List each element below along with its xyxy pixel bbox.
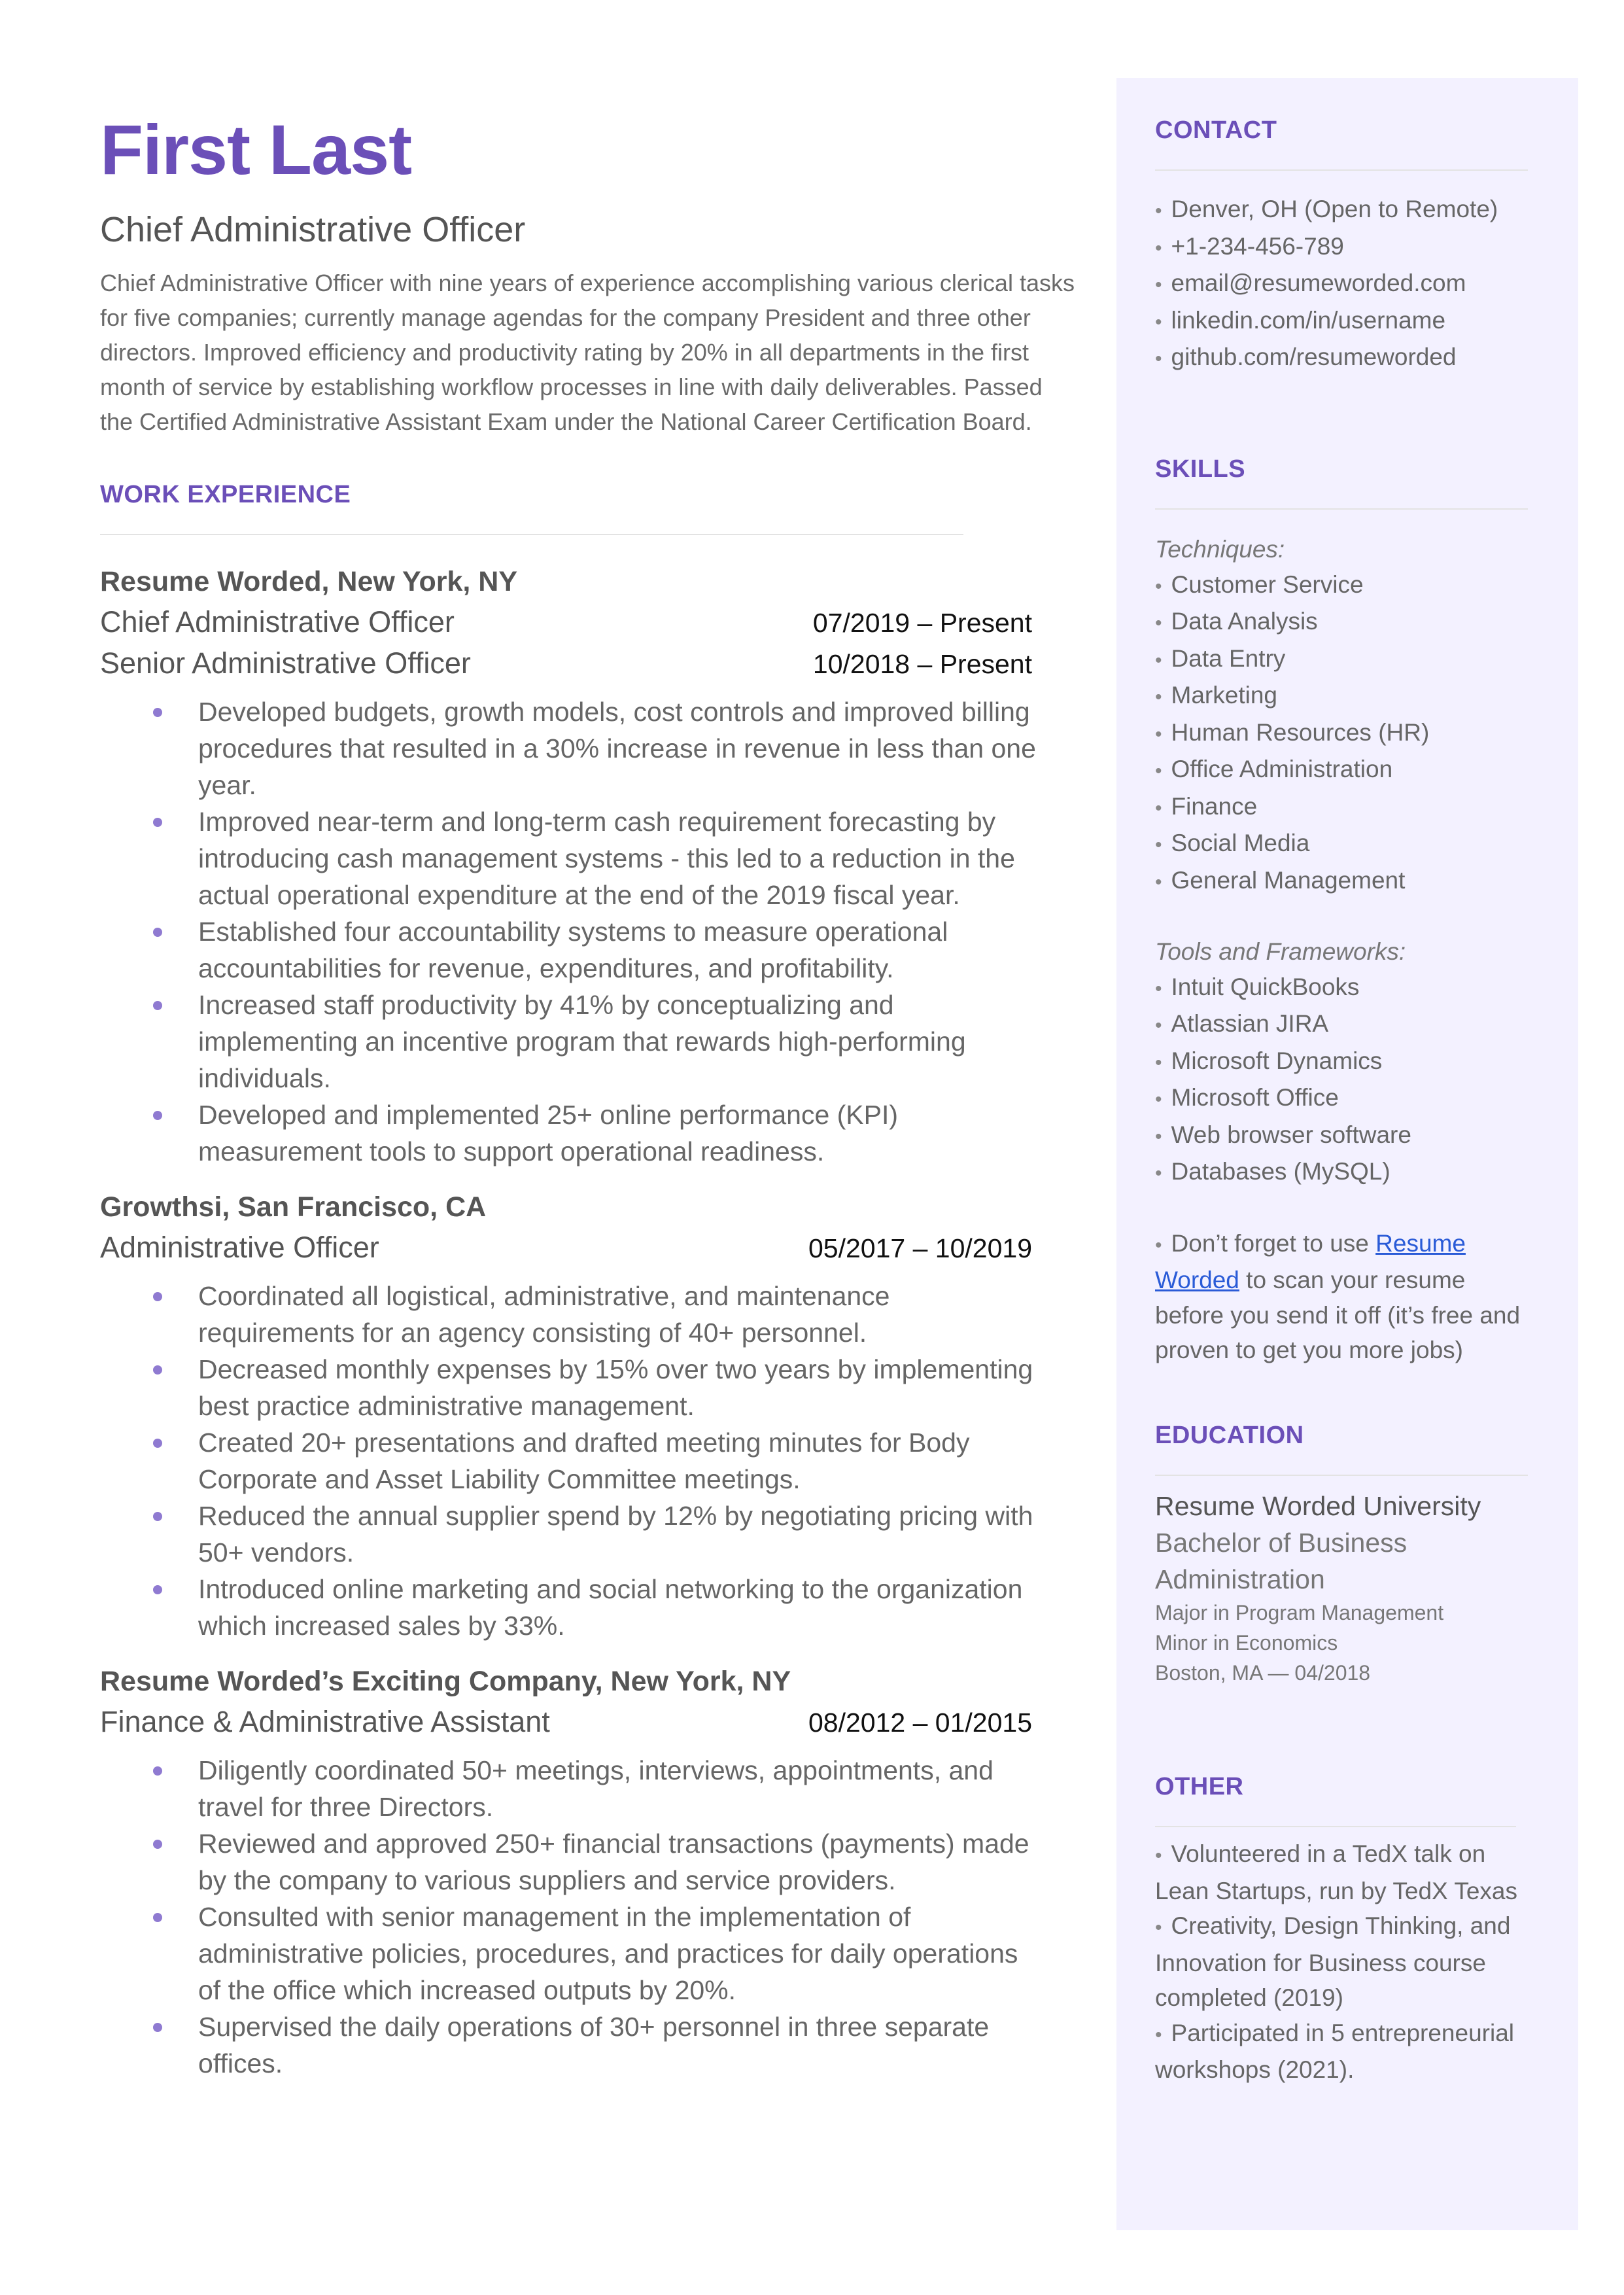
- skill-item: • Data Entry: [1155, 644, 1286, 672]
- work-divider: [100, 534, 963, 535]
- achievement-item: [100, 913, 1042, 987]
- tool-item: • Intuit QuickBooks: [1155, 973, 1360, 1000]
- achievement-text: Reduced the annual supplier spend by 12% by negotiating pricing with 50+ vendors.: [198, 1500, 1033, 1568]
- achievement-text: Supervised the daily operations of 30+ personnel in three separate offices.: [198, 2011, 990, 2078]
- achievement-text: Developed and implemented 25+ online performance (KPI) measurement tools to support operational readiness.: [198, 1099, 899, 1166]
- candidate-name: First Last: [100, 110, 412, 189]
- techniques-list: [1155, 567, 1547, 900]
- skills-section: [1155, 455, 1547, 1368]
- achievement-item: [100, 2008, 1042, 2082]
- tool-text: Microsoft Dynamics: [1171, 1047, 1383, 1074]
- skills-divider: [1155, 508, 1528, 510]
- skill-text: Human Resources (HR): [1171, 718, 1430, 746]
- achievement-text: Coordinated all logistical, administrative, and maintenance requirements for an agency consisting of 40+ personnel.: [198, 1280, 890, 1348]
- contact-email-link[interactable]: email@resumeworded.com: [1171, 270, 1466, 296]
- tool-text: Web browser software: [1171, 1121, 1411, 1148]
- skill-text: General Management: [1171, 866, 1406, 894]
- school-name: Resume Worded University: [1155, 1491, 1481, 1521]
- achievement-list: [100, 693, 1071, 1170]
- minor: Minor in Economics: [1155, 1631, 1338, 1655]
- other-item-text: Volunteered in a TedX talk on Lean Startups, run by TedX Texas: [1155, 1840, 1517, 1904]
- job-entry: [100, 1187, 1071, 1644]
- role-row: [100, 643, 1032, 684]
- education-location-date: Boston, MA — 04/2018: [1155, 1661, 1371, 1685]
- skill-text: Data Entry: [1171, 644, 1286, 672]
- contact-phone: • +1-234-456-789: [1155, 232, 1344, 260]
- tools-list: [1155, 970, 1547, 1191]
- job-title: Chief Administrative Officer: [100, 604, 455, 639]
- contact-linkedin[interactable]: • linkedin.com/in/username: [1155, 306, 1446, 334]
- tool-text: Atlassian JIRA: [1171, 1010, 1329, 1037]
- tip-suffix: to scan your resume before you send it off (it’s free and proven to get you more jobs): [1155, 1267, 1521, 1363]
- achievement-item: [100, 1351, 1042, 1424]
- skills-title: SKILLS: [1155, 455, 1246, 483]
- other-section: [1155, 1773, 1547, 2088]
- achievement-text: Consulted with senior management in the implementation of administrative policies, procedures, and practices for daily operations of the office which increased outputs by 20%.: [198, 1901, 1018, 2005]
- contact-github-link[interactable]: github.com/resumeworded: [1171, 343, 1457, 370]
- achievement-item: [100, 1096, 1042, 1170]
- bullet-dot-icon: [153, 818, 162, 827]
- bullet-dot-icon: [153, 1365, 162, 1375]
- main-column: [100, 110, 1075, 2082]
- tool-item: • Atlassian JIRA: [1155, 1010, 1329, 1037]
- role-row: [100, 602, 1032, 643]
- other-item: • Creativity, Design Thinking, and Innovation for Business course completed (2019): [1155, 1912, 1511, 2011]
- skill-text: Customer Service: [1171, 570, 1364, 598]
- job-dates: 07/2019 – Present: [812, 607, 1032, 638]
- skill-text: Data Analysis: [1171, 608, 1318, 635]
- tools-label: Tools and Frameworks:: [1155, 938, 1406, 965]
- contact-linkedin-link[interactable]: linkedin.com/in/username: [1171, 306, 1446, 334]
- skill-item: • Social Media: [1155, 830, 1310, 856]
- bullet-dot-icon: [153, 928, 162, 937]
- company-name: Resume Worded’s Exciting Company, New York, NY: [100, 1665, 791, 1697]
- achievement-text: Created 20+ presentations and drafted meeting minutes for Body Corporate and Asset Liability Committee meetings.: [198, 1427, 970, 1494]
- job-entry: [100, 561, 1071, 1170]
- tool-item: • Microsoft Office: [1155, 1084, 1339, 1111]
- bullet-dot-icon: [153, 1439, 162, 1448]
- tool-item: • Microsoft Dynamics: [1155, 1047, 1383, 1074]
- tool-item: • Web browser software: [1155, 1121, 1411, 1148]
- role-row: [100, 1227, 1032, 1269]
- skill-text: Marketing: [1171, 682, 1277, 709]
- contact-location: • Denver, OH (Open to Remote): [1155, 196, 1498, 222]
- degree: Bachelor of Business Administration: [1155, 1528, 1408, 1594]
- tool-item: • Databases (MySQL): [1155, 1158, 1391, 1185]
- job-title: Senior Administrative Officer: [100, 646, 471, 680]
- skill-item: • Finance: [1155, 792, 1258, 820]
- achievement-text: Improved near-term and long-term cash requirement forecasting by introducing cash management systems - this led to a reduction in the actual operational expenditure at the end of the 2019 fiscal year.: [198, 806, 1015, 910]
- achievement-item: [100, 1752, 1042, 1825]
- bullet-dot-icon: [153, 2023, 162, 2032]
- skill-item: • Office Administration: [1155, 756, 1393, 782]
- job-entry: [100, 1661, 1071, 2082]
- bullet-dot-icon: [153, 1001, 162, 1010]
- job-title: Administrative Officer: [100, 1230, 379, 1264]
- tool-text: Microsoft Office: [1171, 1084, 1339, 1111]
- job-dates: 08/2012 – 01/2015: [808, 1707, 1032, 1738]
- resume-worded-link[interactable]: Resume Worded: [1155, 1229, 1466, 1293]
- skill-text: Office Administration: [1171, 756, 1393, 782]
- bullet-dot-icon: [153, 1292, 162, 1301]
- tip-prefix: Don’t forget to use: [1171, 1229, 1376, 1257]
- bullet-dot-icon: [153, 1913, 162, 1922]
- contact-location-text: Denver, OH (Open to Remote): [1171, 196, 1498, 222]
- skill-text: Social Media: [1171, 830, 1310, 856]
- skill-item: • Marketing: [1155, 682, 1277, 709]
- achievement-text: Reviewed and approved 250+ financial transactions (payments) made by the company to various suppliers and service providers.: [198, 1828, 1029, 1895]
- job-dates: 10/2018 – Present: [812, 648, 1032, 679]
- work-experience-title: WORK EXPERIENCE: [100, 480, 351, 508]
- company-name: Resume Worded, New York, NY: [100, 565, 518, 597]
- achievement-item: [100, 987, 1042, 1096]
- contact-divider: [1155, 169, 1528, 171]
- bullet-dot-icon: [153, 1766, 162, 1776]
- achievement-item: [100, 1424, 1042, 1498]
- achievement-text: Increased staff productivity by 41% by conceptualizing and implementing an incentive program that rewards high-performing individuals.: [198, 989, 966, 1093]
- job-dates: 05/2017 – 10/2019: [808, 1233, 1032, 1263]
- achievement-item: [100, 1498, 1042, 1571]
- education-section: [1155, 1422, 1547, 1688]
- skill-item: • Human Resources (HR): [1155, 718, 1430, 746]
- achievement-text: Established four accountability systems to measure operational accountabilities for revenue, expenditures, and profitability.: [198, 916, 948, 983]
- techniques-label-text: Techniques: [1155, 536, 1278, 563]
- contact-phone-text: +1-234-456-789: [1171, 232, 1344, 260]
- achievement-text: Developed budgets, growth models, cost controls and improved billing procedures that resulted in a 30% increase in revenue in less than one year.: [198, 696, 1036, 800]
- other-item-text: Participated in 5 entrepreneurial workshops (2021).: [1155, 2019, 1515, 2083]
- achievement-text: Decreased monthly expenses by 15% over two years by implementing best practice administrative management.: [198, 1354, 1033, 1421]
- achievement-text: Introduced online marketing and social networking to the organization which increased sales by 33%.: [198, 1573, 1023, 1641]
- achievement-text: Diligently coordinated 50+ meetings, interviews, appointments, and travel for three Directors.: [198, 1755, 993, 1822]
- bullet-dot-icon: [153, 1585, 162, 1594]
- major: Major in Program Management: [1155, 1601, 1444, 1624]
- role-row: [100, 1702, 1032, 1743]
- achievement-item: [100, 1899, 1042, 2008]
- summary: Chief Administrative Officer with nine years of experience accomplishing various clerical tasks for five companies; currently manage agendas for the company President and three other directors. Improved efficiency and productivity rating by 20% in all departments in the first month of service by establishing workflow processes in line with daily deliverables. Passed the Certified Administrative Assistant Exam under the National Career Certification Board.: [100, 269, 1075, 435]
- education-divider: [1155, 1475, 1528, 1476]
- achievement-list: [100, 1278, 1071, 1644]
- bullet-dot-icon: [153, 708, 162, 717]
- candidate-role: Chief Administrative Officer: [100, 209, 526, 249]
- education-title: EDUCATION: [1155, 1422, 1304, 1449]
- other-title: OTHER: [1155, 1773, 1244, 1800]
- skill-item: • General Management: [1155, 866, 1406, 894]
- contact-github[interactable]: • github.com/resumeworded: [1155, 343, 1457, 370]
- achievement-item: [100, 1278, 1042, 1351]
- skill-text: Finance: [1171, 792, 1258, 820]
- techniques-label: Techniques:: [1155, 536, 1285, 563]
- other-divider: [1155, 1826, 1516, 1827]
- achievement-item: [100, 1825, 1042, 1899]
- contact-email[interactable]: • email@resumeworded.com: [1155, 270, 1466, 296]
- achievement-item: [100, 803, 1042, 913]
- other-list: [1155, 1836, 1528, 2088]
- bullet-dot-icon: [153, 1512, 162, 1521]
- bullet-dot-icon: [153, 1111, 162, 1120]
- achievement-list: [100, 1752, 1071, 2082]
- resume-worded-tip: • Don’t forget to use Resume Worded to scan your resume before you send it off (it’s free and proven to get you more jobs): [1155, 1229, 1521, 1363]
- contact-list: [1155, 192, 1547, 377]
- tool-text: Intuit QuickBooks: [1171, 973, 1360, 1000]
- achievement-item: [100, 693, 1042, 803]
- bullet-dot-icon: [153, 1840, 162, 1849]
- skill-item: • Data Analysis: [1155, 608, 1318, 635]
- other-item: • Volunteered in a TedX talk on Lean Startups, run by TedX Texas: [1155, 1840, 1517, 1904]
- job-title: Finance & Administrative Assistant: [100, 1704, 550, 1738]
- other-item-text: Creativity, Design Thinking, and Innovation for Business course completed (2019): [1155, 1912, 1511, 2011]
- company-name: Growthsi, San Francisco, CA: [100, 1191, 487, 1223]
- contact-section: [1155, 116, 1547, 377]
- contact-title: CONTACT: [1155, 116, 1277, 144]
- other-item: • Participated in 5 entrepreneurial workshops (2021).: [1155, 2019, 1515, 2083]
- skill-item: • Customer Service: [1155, 570, 1364, 598]
- achievement-item: [100, 1571, 1042, 1644]
- tool-text: Databases (MySQL): [1171, 1158, 1391, 1185]
